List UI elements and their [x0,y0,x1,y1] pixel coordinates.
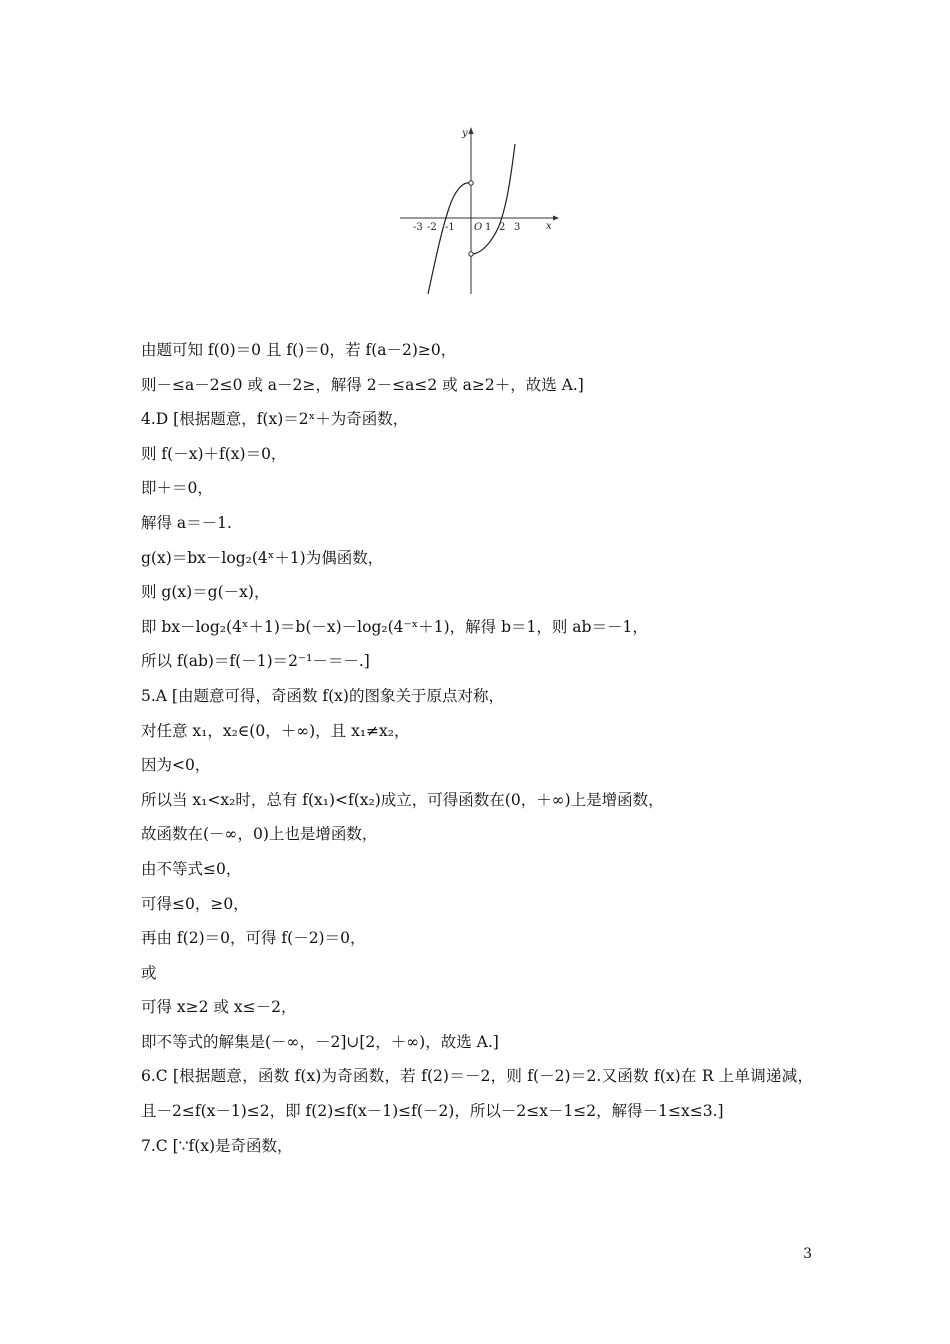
text-line: 即 bx－log₂(4ˣ＋1)＝b(－x)－log₂(4⁻ˣ＋1)，解得 b＝1，则 ab＝－1， [141,617,648,636]
text-line: 7.C [∵f(x)是奇函数， [141,1136,293,1155]
x-tick-label: 3 [514,222,521,233]
text-line: 所以当 x₁<x₂时，总有 f(x₁)<f(x₂)成立，可得函数在(0，＋∞)上是增函数， [141,790,664,809]
text-line: 可得≤0，≥0， [141,894,249,913]
text-line: 或 [141,963,157,982]
text-line: 5.A [由题意可得，奇函数 f(x)的图象关于原点对称， [141,686,504,705]
text-line: 由题可知 f(0)＝0 且 f()＝0，若 f(a－2)≥0， [141,341,457,359]
function-graph [395,122,560,297]
origin-label: O [474,222,483,233]
page-number: 3 [803,1246,812,1262]
text-line: 即不等式的解集是(－∞，－2]∪[2，＋∞)，故选 A.] [141,1032,499,1051]
text-line: 由不等式≤0， [141,859,242,878]
text-line: 则 g(x)＝g(－x)， [141,583,270,602]
text-line: 再由 f(2)＝0，可得 f(－2)＝0， [141,929,366,948]
y-axis-arrow [469,127,474,134]
curve-right-branch [473,144,515,254]
text-line: 则 f(－x)＋f(x)＝0， [141,444,287,463]
text-line: 解得 a＝－1. [141,513,232,532]
text-line: g(x)＝bx－log₂(4ˣ＋1)为偶函数， [141,548,384,567]
text-line: 可得 x≥2 或 x≤－2， [141,998,297,1017]
x-tick-label: -1 [445,222,455,233]
text-line: 故函数在(－∞，0)上也是增函数， [141,825,378,844]
y-axis-label: y [462,128,468,139]
answer-paragraph-6: 6.C [根据题意，函数 f(x)为奇函数，若 f(2)＝－2，则 f(－2)＝2.又函数 f(x)在 R 上单调递减，且－2≤f(x－1)≤2，即 f(2)≤f(x－1)≤f(－2)，所以－2≤x－1≤2，解得－1≤x≤3.] [141,1067,813,1121]
open-point-upper [469,181,473,185]
x-tick-label: -3 [413,222,423,233]
x-tick-label: 2 [499,222,506,233]
text-line: 4.D [根据题意，f(x)＝2ˣ＋为奇函数， [141,410,409,429]
text-line: 即＋＝0， [141,479,213,498]
x-tick-label: -2 [427,222,437,233]
solution-text [141,333,813,1163]
text-line: 因为<0， [141,756,211,775]
x-tick-label: 1 [485,222,492,233]
text-line: 则－≤a－2≤0 或 a－2≥，解得 2－≤a≤2 或 a≥2＋，故选 A.] [141,375,584,394]
curve-left-branch [428,183,469,294]
open-point-lower [469,252,473,256]
text-line: 对任意 x₁，x₂∈(0，＋∞)，且 x₁≠x₂， [141,721,410,740]
x-axis-arrow [553,216,559,221]
text-line: 所以 f(ab)＝f(－1)＝2⁻¹－＝－.] [141,652,370,671]
x-axis-label: x [546,221,552,232]
